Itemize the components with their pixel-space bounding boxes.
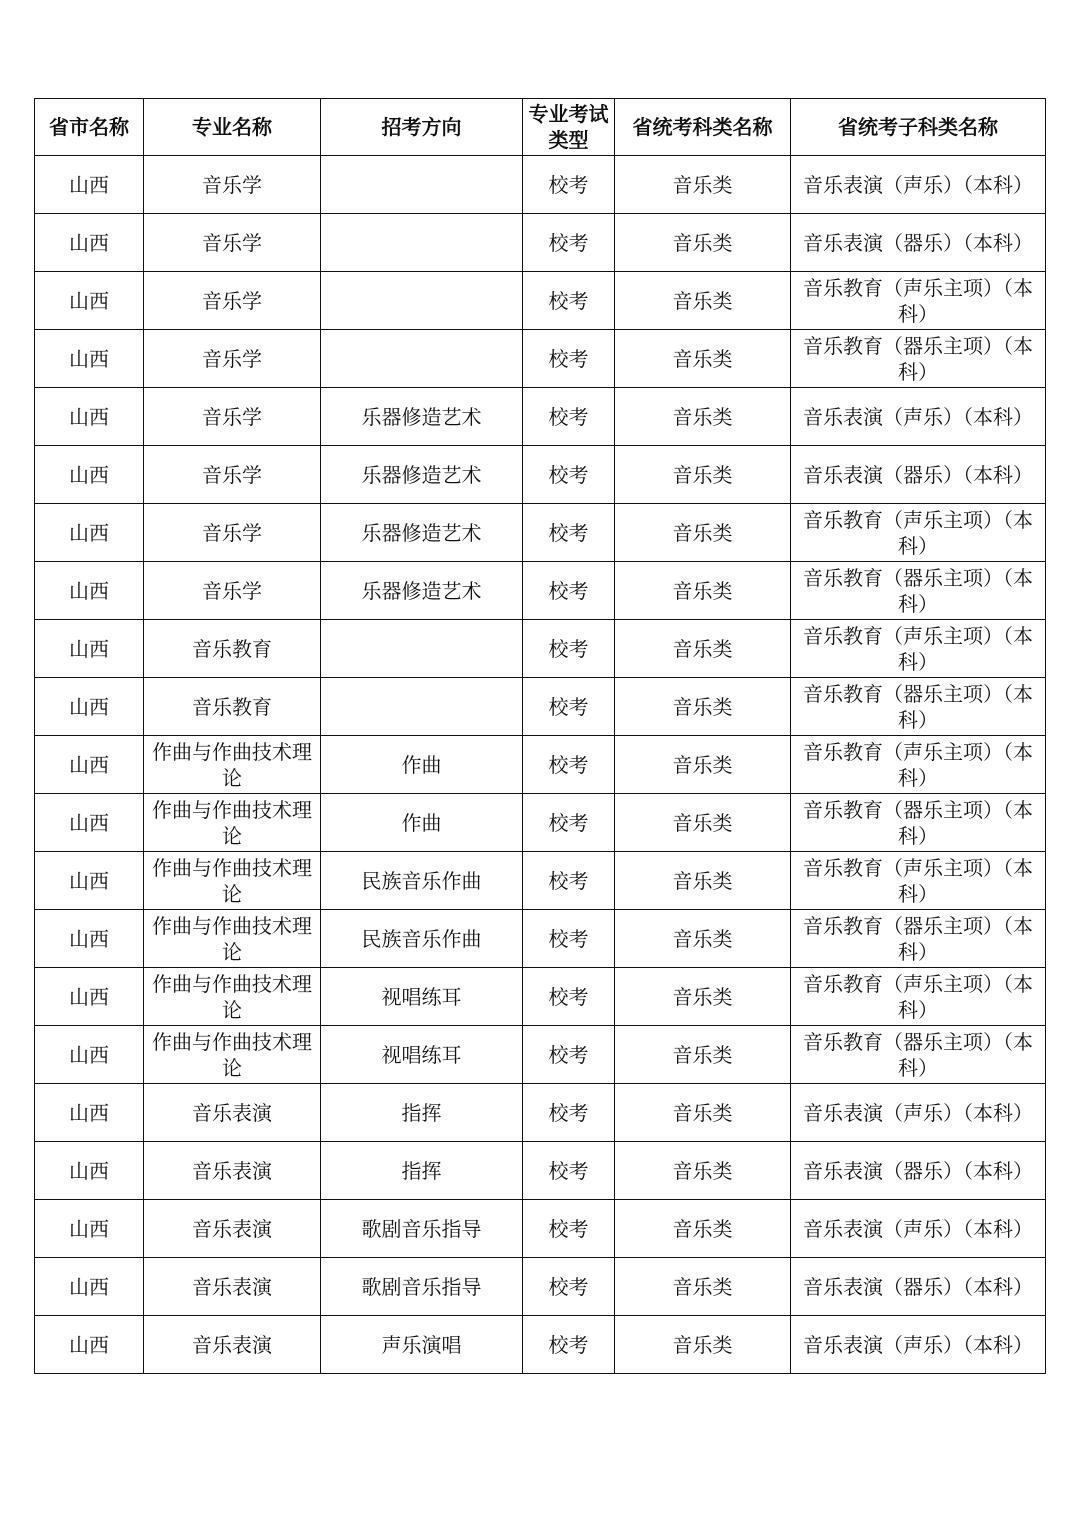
cell-category: 音乐类 — [615, 1258, 791, 1316]
cell-category: 音乐类 — [615, 910, 791, 968]
cell-major: 音乐表演 — [144, 1316, 321, 1374]
cell-direction: 声乐演唱 — [321, 1316, 523, 1374]
cell-province: 山西 — [35, 794, 144, 852]
cell-province: 山西 — [35, 1258, 144, 1316]
table-row — [35, 388, 1046, 446]
header-subcategory: 省统考子科类名称 — [791, 99, 1046, 156]
cell-major: 音乐表演 — [144, 1200, 321, 1258]
cell-exam-type: 校考 — [523, 1084, 615, 1142]
cell-province: 山西 — [35, 968, 144, 1026]
cell-exam-type: 校考 — [523, 156, 615, 214]
cell-major: 音乐教育 — [144, 678, 321, 736]
cell-direction — [321, 272, 523, 330]
cell-exam-type: 校考 — [523, 1142, 615, 1200]
cell-major: 音乐学 — [144, 156, 321, 214]
cell-direction: 指挥 — [321, 1084, 523, 1142]
cell-exam-type: 校考 — [523, 910, 615, 968]
table-row — [35, 794, 1046, 852]
cell-subcategory: 音乐教育（器乐主项）（本科） — [791, 678, 1046, 736]
cell-province: 山西 — [35, 562, 144, 620]
cell-exam-type: 校考 — [523, 504, 615, 562]
cell-category: 音乐类 — [615, 330, 791, 388]
table-row — [35, 1200, 1046, 1258]
cell-subcategory: 音乐表演（声乐）（本科） — [791, 388, 1046, 446]
cell-subcategory: 音乐表演（器乐）（本科） — [791, 214, 1046, 272]
cell-exam-type: 校考 — [523, 852, 615, 910]
table-row — [35, 678, 1046, 736]
cell-province: 山西 — [35, 1316, 144, 1374]
cell-major: 作曲与作曲技术理论 — [144, 1026, 321, 1084]
table-row — [35, 330, 1046, 388]
cell-subcategory: 音乐教育（声乐主项）（本科） — [791, 736, 1046, 794]
cell-province: 山西 — [35, 446, 144, 504]
cell-province: 山西 — [35, 388, 144, 446]
cell-major: 音乐学 — [144, 504, 321, 562]
cell-province: 山西 — [35, 504, 144, 562]
cell-direction — [321, 620, 523, 678]
cell-direction: 乐器修造艺术 — [321, 504, 523, 562]
cell-direction — [321, 214, 523, 272]
cell-direction: 指挥 — [321, 1142, 523, 1200]
cell-exam-type: 校考 — [523, 1026, 615, 1084]
cell-exam-type: 校考 — [523, 968, 615, 1026]
cell-subcategory: 音乐表演（声乐）（本科） — [791, 1200, 1046, 1258]
cell-category: 音乐类 — [615, 562, 791, 620]
cell-subcategory: 音乐表演（器乐）（本科） — [791, 446, 1046, 504]
table-row — [35, 1142, 1046, 1200]
cell-direction: 民族音乐作曲 — [321, 910, 523, 968]
cell-subcategory: 音乐表演（声乐）（本科） — [791, 1084, 1046, 1142]
cell-major: 作曲与作曲技术理论 — [144, 968, 321, 1026]
cell-major: 音乐教育 — [144, 620, 321, 678]
cell-category: 音乐类 — [615, 1142, 791, 1200]
header-exam-type: 专业考试类型 — [523, 99, 615, 156]
table-body — [35, 156, 1046, 1374]
cell-category: 音乐类 — [615, 1316, 791, 1374]
cell-category: 音乐类 — [615, 156, 791, 214]
cell-province: 山西 — [35, 910, 144, 968]
cell-subcategory: 音乐表演（声乐）（本科） — [791, 156, 1046, 214]
cell-direction: 乐器修造艺术 — [321, 562, 523, 620]
cell-category: 音乐类 — [615, 388, 791, 446]
cell-direction — [321, 330, 523, 388]
cell-province: 山西 — [35, 330, 144, 388]
cell-subcategory: 音乐表演（声乐）（本科） — [791, 1316, 1046, 1374]
cell-major: 音乐学 — [144, 446, 321, 504]
table-row — [35, 504, 1046, 562]
cell-province: 山西 — [35, 1084, 144, 1142]
cell-direction: 乐器修造艺术 — [321, 388, 523, 446]
header-direction: 招考方向 — [321, 99, 523, 156]
table-row — [35, 620, 1046, 678]
cell-major: 音乐表演 — [144, 1084, 321, 1142]
cell-category: 音乐类 — [615, 794, 791, 852]
table-row — [35, 1084, 1046, 1142]
cell-major: 作曲与作曲技术理论 — [144, 794, 321, 852]
cell-exam-type: 校考 — [523, 736, 615, 794]
cell-major: 作曲与作曲技术理论 — [144, 736, 321, 794]
cell-direction: 歌剧音乐指导 — [321, 1258, 523, 1316]
table-row — [35, 446, 1046, 504]
cell-subcategory: 音乐教育（器乐主项）（本科） — [791, 1026, 1046, 1084]
cell-category: 音乐类 — [615, 678, 791, 736]
cell-subcategory: 音乐教育（器乐主项）（本科） — [791, 910, 1046, 968]
cell-exam-type: 校考 — [523, 272, 615, 330]
cell-direction: 视唱练耳 — [321, 1026, 523, 1084]
cell-category: 音乐类 — [615, 446, 791, 504]
cell-major: 音乐学 — [144, 272, 321, 330]
cell-province: 山西 — [35, 272, 144, 330]
cell-major: 音乐表演 — [144, 1142, 321, 1200]
cell-exam-type: 校考 — [523, 446, 615, 504]
cell-exam-type: 校考 — [523, 1316, 615, 1374]
cell-subcategory: 音乐教育（器乐主项）（本科） — [791, 330, 1046, 388]
cell-direction: 作曲 — [321, 736, 523, 794]
cell-direction — [321, 156, 523, 214]
cell-exam-type: 校考 — [523, 794, 615, 852]
cell-exam-type: 校考 — [523, 388, 615, 446]
cell-subcategory: 音乐教育（器乐主项）（本科） — [791, 562, 1046, 620]
cell-province: 山西 — [35, 1026, 144, 1084]
header-major: 专业名称 — [144, 99, 321, 156]
table-row — [35, 272, 1046, 330]
cell-exam-type: 校考 — [523, 678, 615, 736]
cell-category: 音乐类 — [615, 1084, 791, 1142]
cell-major: 音乐学 — [144, 214, 321, 272]
cell-exam-type: 校考 — [523, 330, 615, 388]
cell-exam-type: 校考 — [523, 214, 615, 272]
cell-major: 音乐学 — [144, 330, 321, 388]
cell-subcategory: 音乐教育（声乐主项）（本科） — [791, 272, 1046, 330]
table-row — [35, 1258, 1046, 1316]
table-row — [35, 214, 1046, 272]
cell-subcategory: 音乐表演（器乐）（本科） — [791, 1258, 1046, 1316]
cell-direction: 作曲 — [321, 794, 523, 852]
cell-subcategory: 音乐表演（器乐）（本科） — [791, 1142, 1046, 1200]
cell-major: 作曲与作曲技术理论 — [144, 910, 321, 968]
table-row — [35, 910, 1046, 968]
header-category: 省统考科类名称 — [615, 99, 791, 156]
table-row — [35, 852, 1046, 910]
cell-category: 音乐类 — [615, 620, 791, 678]
cell-category: 音乐类 — [615, 1200, 791, 1258]
header-province: 省市名称 — [35, 99, 144, 156]
cell-direction: 歌剧音乐指导 — [321, 1200, 523, 1258]
cell-province: 山西 — [35, 852, 144, 910]
cell-subcategory: 音乐教育（声乐主项）（本科） — [791, 968, 1046, 1026]
cell-direction: 视唱练耳 — [321, 968, 523, 1026]
cell-category: 音乐类 — [615, 272, 791, 330]
cell-category: 音乐类 — [615, 1026, 791, 1084]
cell-exam-type: 校考 — [523, 562, 615, 620]
cell-exam-type: 校考 — [523, 620, 615, 678]
cell-direction — [321, 678, 523, 736]
cell-province: 山西 — [35, 678, 144, 736]
cell-subcategory: 音乐教育（声乐主项）（本科） — [791, 504, 1046, 562]
cell-subcategory: 音乐教育（声乐主项）（本科） — [791, 852, 1046, 910]
cell-subcategory: 音乐教育（器乐主项）（本科） — [791, 794, 1046, 852]
cell-province: 山西 — [35, 1142, 144, 1200]
cell-province: 山西 — [35, 620, 144, 678]
table-row — [35, 968, 1046, 1026]
admissions-table — [34, 98, 1046, 1374]
cell-category: 音乐类 — [615, 214, 791, 272]
cell-major: 音乐表演 — [144, 1258, 321, 1316]
cell-subcategory: 音乐教育（声乐主项）（本科） — [791, 620, 1046, 678]
cell-category: 音乐类 — [615, 852, 791, 910]
cell-province: 山西 — [35, 214, 144, 272]
cell-exam-type: 校考 — [523, 1258, 615, 1316]
cell-category: 音乐类 — [615, 968, 791, 1026]
table-row — [35, 562, 1046, 620]
cell-category: 音乐类 — [615, 736, 791, 794]
cell-major: 作曲与作曲技术理论 — [144, 852, 321, 910]
cell-direction: 民族音乐作曲 — [321, 852, 523, 910]
cell-direction: 乐器修造艺术 — [321, 446, 523, 504]
cell-province: 山西 — [35, 156, 144, 214]
cell-province: 山西 — [35, 1200, 144, 1258]
table-header-row — [35, 99, 1046, 156]
cell-major: 音乐学 — [144, 562, 321, 620]
cell-category: 音乐类 — [615, 504, 791, 562]
cell-province: 山西 — [35, 736, 144, 794]
table-row — [35, 1316, 1046, 1374]
cell-exam-type: 校考 — [523, 1200, 615, 1258]
cell-major: 音乐学 — [144, 388, 321, 446]
table-row — [35, 156, 1046, 214]
table-row — [35, 1026, 1046, 1084]
table-row — [35, 736, 1046, 794]
